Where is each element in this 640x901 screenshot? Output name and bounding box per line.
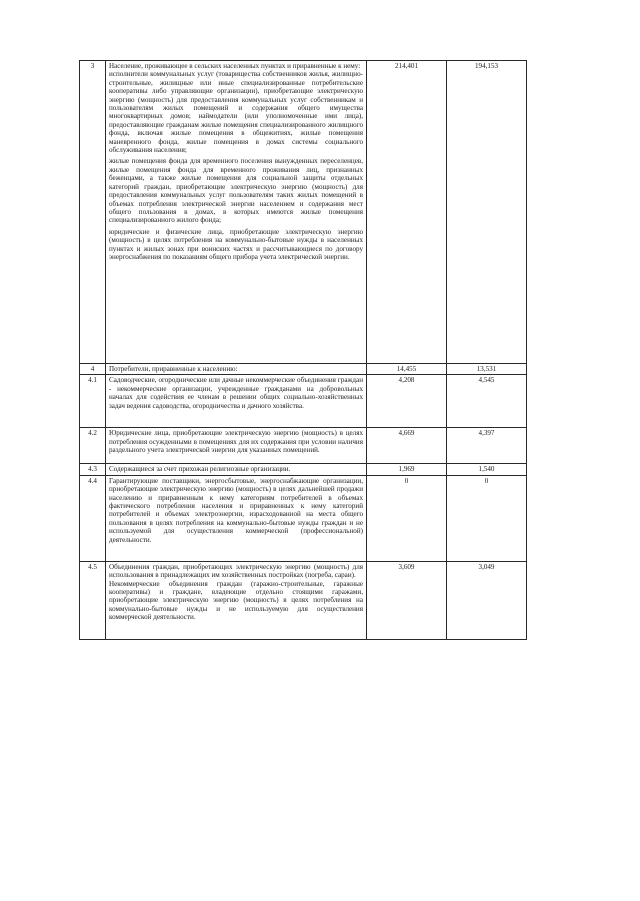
row-number: 4.5 [80, 561, 106, 639]
row-number: 4.2 [80, 428, 106, 464]
value-col-1: 214,401 [367, 61, 447, 364]
description-paragraph: Юридические лица, приобретающие электрическую энергию (мощность) в целях потребления осужденными в помещениях для их содержания при условии наличия раздельного учета электрической энергии для указанных помещений. [109, 429, 363, 455]
description-paragraph: Некоммерческие объединения граждан (гаражно-строительные, гаражные кооперативы) и граждане, владеющие отдельно стоящими гаражами, приобретающие электрическую энергию (мощность) в целях потребления на коммунально-бытовые нужды и не используемую для осуществления коммерческой деятельности. [109, 579, 363, 622]
description-paragraph: Потребители, приравненные к населению: [109, 365, 238, 373]
tariff-table [79, 60, 527, 640]
value-col-2: 4,397 [447, 428, 527, 464]
row-description [106, 364, 367, 375]
description-paragraph: Содержащиеся за счет прихожан религиозные организации. [109, 465, 291, 474]
row-description [106, 61, 367, 364]
row-number: 4.1 [80, 375, 106, 428]
row-description [106, 475, 367, 561]
description-paragraph: Садоводческие, огороднические или дачные некоммерческие объединения граждан - некоммерческие организации, учрежденные гражданами на добровольных началах для содействия ее членам в решении общих социально-хозяйственных задач ведения садоводства, огородничества и дачного хозяйства. [109, 376, 363, 410]
table-row [80, 61, 527, 364]
description-paragraph: Объединения граждан, приобретающих электрическую энергию (мощность) для использования в принадлежащих им хозяйственных постройках (погреба, сараи). [109, 562, 363, 580]
value-col-1: 1,969 [367, 464, 447, 475]
description-paragraph: Гарантирующие поставщики, энергосбытовые, энергоснабжающие организации, приобретающие электрическую энергию (мощность) в целях дальнейшей продажи населению и приравненным к нему категориям потребителей в объемах фактического потребления населения и приравненных к нему категорий потребителей и объемах электроэнергии, израсходованной на места общего пользования в целях потребления на коммунально-бытовые нужды граждан и не используемой для осуществления коммерческой (профессиональной) деятельности. [109, 476, 363, 544]
value-col-2: 4,545 [447, 375, 527, 428]
row-number: 4 [80, 364, 106, 375]
description-paragraph: жилые помещения фонда для временного поселения вынужденных переселенцев, жилые помещения фонда для временного проживания лиц, признанных беженцами, а также жилые помещения для социальной защиты отдельных категорий граждан, приобретающие электрическую энергию (мощность) для предоставления коммунальных услуг пользователям таких жилых помещений в объемах потребления электрической энергии населением и содержания мест общего пользования в домах, в которых имеются жилые помещения специализированного жилого фонда; [109, 157, 363, 225]
value-col-1: 0 [367, 475, 447, 561]
table-row [80, 428, 527, 464]
row-number: 4.4 [80, 475, 106, 561]
table-row [80, 364, 527, 375]
row-description [106, 375, 367, 428]
table-row [80, 464, 527, 475]
value-col-1: 3,609 [367, 561, 447, 639]
description-paragraph: Население, проживающее в сельских населенных пунктах и приравненные к нему: [109, 62, 361, 70]
value-col-1: 4,208 [367, 375, 447, 428]
row-number: 4.3 [80, 464, 106, 475]
value-col-2: 1,540 [447, 464, 527, 475]
value-col-2: 13,531 [447, 364, 527, 375]
table-row [80, 561, 527, 639]
table-row [80, 375, 527, 428]
value-col-2: 194,153 [447, 61, 527, 364]
value-col-1: 14,455 [367, 364, 447, 375]
row-description [106, 428, 367, 464]
value-col-2: 3,049 [447, 561, 527, 639]
value-col-2: 0 [447, 475, 527, 561]
row-description [106, 464, 367, 475]
description-paragraph: юридические и физические лица, приобретающие электрическую энергию (мощность) в целях потребления на коммунально-бытовые нужды в населенных пунктах и жилых зонах при воинских частях и рассчитывающиеся по договору энергоснабжения по показаниям общего прибора учета электрической энергии. [109, 227, 363, 261]
row-number: 3 [80, 61, 106, 364]
description-paragraph: исполнители коммунальных услуг (товарищества собственников жилья, жилищно-строительные, жилищные или иные специализированные потребительские кооперативы либо управляющие организации), приобретающие электрическую энергию (мощность) для предоставления коммунальных услуг собственникам и пользователям жилых помещений и содержания общего имущества многоквартирных домов; наймодатели (или уполномоченные ими лица), предоставляющие гражданам жилые помещения специализированного жилищного фонда, включая жилые помещения в общежитиях, жилые помещения маневренного фонда, жилые помещения в домах системы социального обслуживания населения; [109, 70, 363, 155]
table-row [80, 475, 527, 561]
row-description [106, 561, 367, 639]
value-col-1: 4,669 [367, 428, 447, 464]
